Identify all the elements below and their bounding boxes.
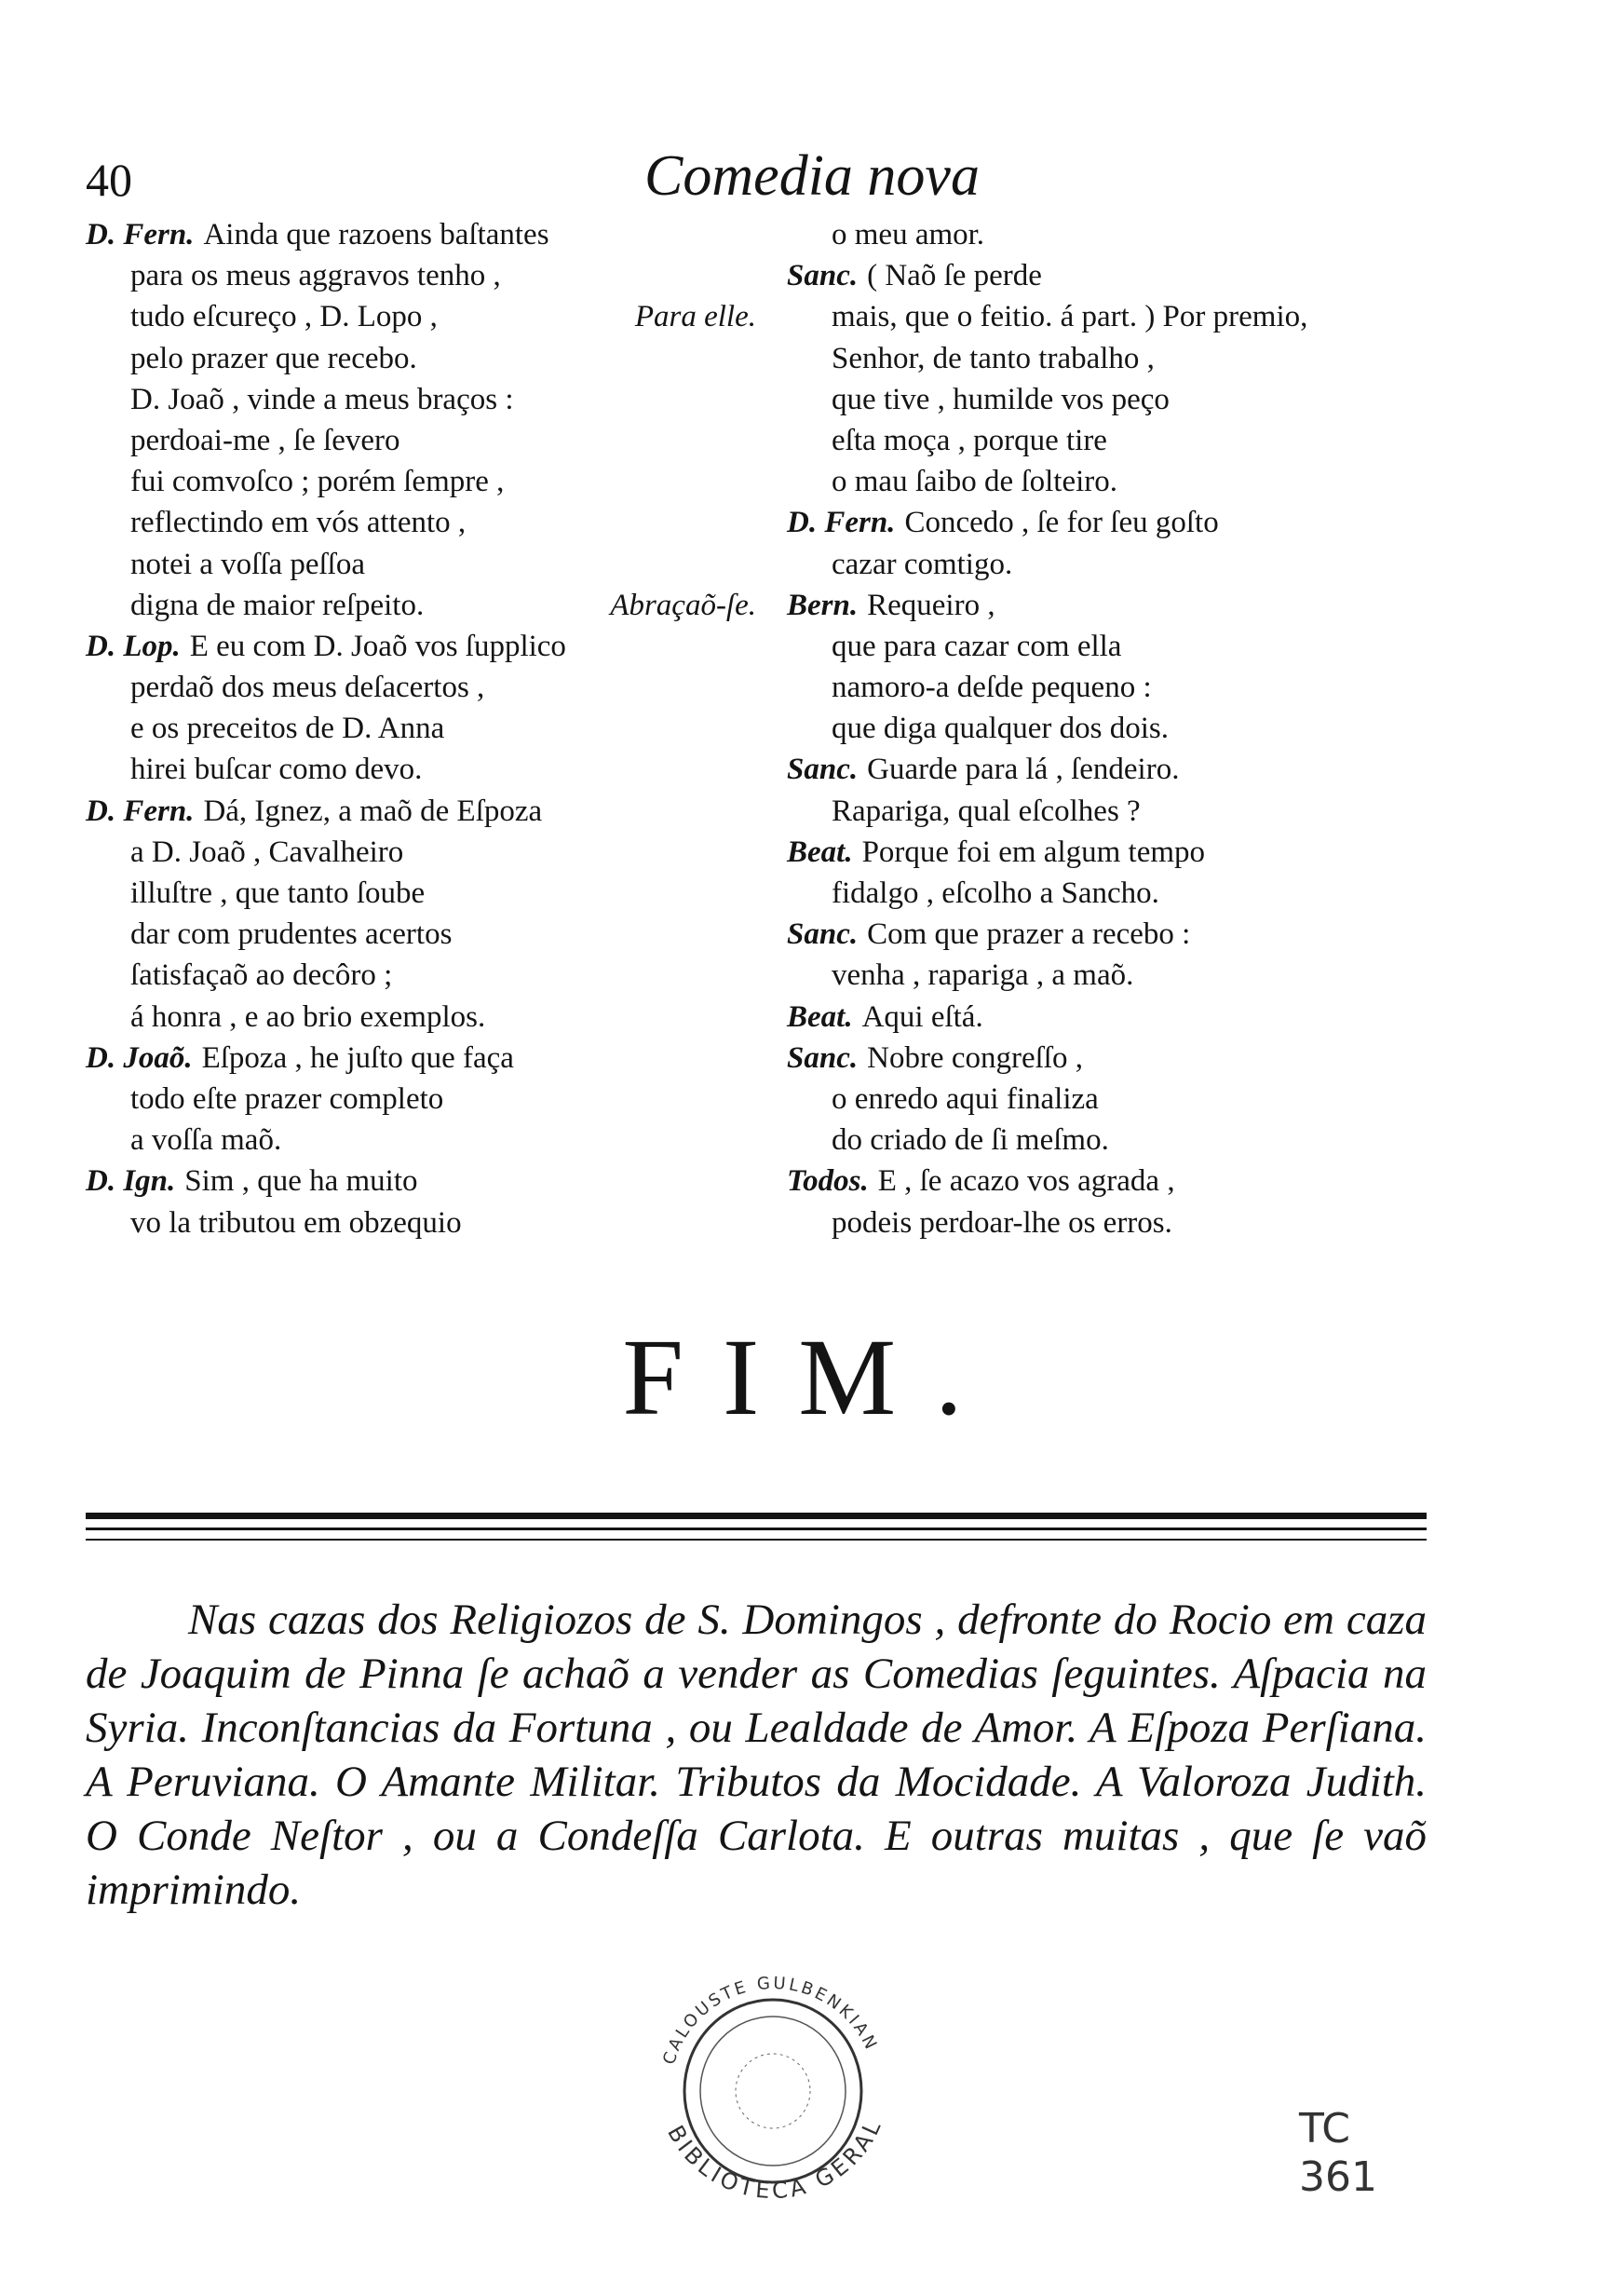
shelfmark-line: TC bbox=[1299, 2105, 1351, 2152]
speaker-name: Beat. bbox=[787, 835, 853, 869]
verse-text: Rapariga, qual eſcolhes ? bbox=[832, 794, 1141, 828]
library-stamp bbox=[633, 1951, 913, 2240]
verse-text: o enredo aqui finaliza bbox=[832, 1081, 1099, 1116]
verse-line bbox=[86, 997, 756, 1038]
verse-text: Porque foi em algum tempo bbox=[861, 835, 1206, 869]
verse-line bbox=[86, 1079, 756, 1120]
left-column bbox=[86, 214, 756, 1243]
verse-text: Ainda que razoens baſtantes bbox=[203, 218, 549, 251]
verse-line bbox=[787, 791, 1448, 832]
verse-line bbox=[787, 296, 1448, 337]
verse-line bbox=[86, 585, 756, 626]
verse-line bbox=[86, 873, 756, 914]
speaker-name: D. Joaõ. bbox=[86, 1040, 193, 1075]
verse-text: venha , rapariga , a maõ. bbox=[832, 958, 1134, 993]
right-column bbox=[787, 214, 1448, 1243]
verse-text: fidalgo , eſcolho a Sancho. bbox=[832, 876, 1159, 910]
verse-text: Com que prazer a recebo : bbox=[867, 917, 1191, 952]
verse-text: E eu com D. Joaõ vos ſupplico bbox=[189, 629, 566, 663]
verse-line bbox=[787, 1038, 1448, 1079]
verse-text: notei a voſſa peſſoa bbox=[130, 547, 365, 581]
verse-line bbox=[86, 1202, 756, 1243]
verse-line bbox=[787, 832, 1448, 873]
verse-line bbox=[787, 255, 1448, 296]
verse-text: eſta moça , porque tire bbox=[832, 423, 1107, 457]
speaker-name: D. Lop. bbox=[86, 629, 181, 663]
verse-line bbox=[86, 502, 756, 543]
verse-text: o mau ſaibo de ſolteiro. bbox=[832, 465, 1118, 499]
stage-direction: Para elle. bbox=[634, 300, 756, 334]
verse-line bbox=[787, 338, 1448, 379]
verse-line bbox=[86, 955, 756, 996]
verse-text: ſatisfaçaõ ao decôro ; bbox=[130, 958, 393, 993]
verse-text: Dá, Ignez, a maõ de Eſpoza bbox=[203, 794, 543, 828]
verse-line bbox=[86, 667, 756, 708]
verse-text: perdoai-me , ſe ſevero bbox=[130, 423, 400, 457]
verse-line bbox=[86, 749, 756, 790]
verse-text: Requeiro , bbox=[867, 588, 995, 622]
verse-line bbox=[787, 749, 1448, 790]
verse-line bbox=[86, 1120, 756, 1161]
ornamental-rule bbox=[86, 1513, 1427, 1519]
verse-line bbox=[787, 420, 1448, 461]
shelfmark-line: 361 bbox=[1299, 2153, 1377, 2201]
stage-direction: Abraçaõ-ſe. bbox=[610, 588, 756, 622]
verse-line bbox=[787, 1120, 1448, 1161]
verse-text: podeis perdoar-lhe os erros. bbox=[832, 1205, 1172, 1240]
speaker-name: D. Fern. bbox=[86, 794, 195, 828]
verse-text: Aqui eſtá. bbox=[861, 999, 983, 1034]
verse-line bbox=[787, 1202, 1448, 1243]
verse-text: á honra , e ao brio exemplos. bbox=[130, 999, 486, 1034]
verse-line bbox=[787, 461, 1448, 502]
verse-line bbox=[787, 544, 1448, 585]
verse-text: reflectindo em vós attento , bbox=[130, 506, 467, 540]
speaker-name: Sanc. bbox=[787, 753, 859, 787]
verse-text: digna de maior reſpeito. bbox=[130, 588, 425, 622]
verse-line bbox=[86, 420, 756, 461]
verse-text: Nobre congreſſo , bbox=[867, 1040, 1083, 1075]
verse-text: a D. Joaõ , Cavalheiro bbox=[130, 835, 404, 869]
verse-text: hirei buſcar como devo. bbox=[130, 753, 423, 787]
speaker-name: Sanc. bbox=[787, 259, 859, 293]
verse-line bbox=[86, 708, 756, 749]
verse-text: cazar comtigo. bbox=[832, 547, 1013, 581]
verse-text: o meu amor. bbox=[832, 218, 985, 251]
verse-text: que tive , humilde vos peço bbox=[832, 382, 1170, 416]
running-title: Comedia nova bbox=[644, 144, 980, 208]
verse-text: Sim , que ha muito bbox=[184, 1164, 418, 1199]
bookseller-notice: Nas cazas dos Religiozos de S. Domingos , defronte do Rocio em caza de Joaquim de Pinna ſe achaõ a vender as Comedias ſeguintes. Aſpacia na Syria. Inconſtancias da Fortuna , ou Lealdade de Amor. A Eſpoza Perſiana. A Peruviana. O Amante Militar. Tributos da Mocidade. A Valoroza Judith. O Conde Neſtor , ou a Condeſſa Carlota. E outras muitas , que ſe vaõ imprimindo. bbox=[86, 1596, 1427, 1914]
verse-line bbox=[787, 214, 1448, 255]
verse-line bbox=[86, 832, 756, 873]
verse-line bbox=[787, 379, 1448, 420]
verse-text: vo la tributou em obzequio bbox=[130, 1205, 462, 1240]
verse-text: mais, que o feitio. á part. ) Por premio, bbox=[832, 300, 1308, 334]
verse-line bbox=[86, 255, 756, 296]
verse-text: Eſpoza , he juſto que faça bbox=[201, 1040, 514, 1075]
verse-line bbox=[86, 214, 756, 255]
verse-text: perdaõ dos meus deſacertos , bbox=[130, 671, 485, 705]
verse-text: illuſtre , que tanto ſoube bbox=[130, 876, 426, 910]
verse-text: Concedo , ſe for ſeu goſto bbox=[904, 506, 1219, 540]
verse-text: que diga qualquer dos dois. bbox=[832, 712, 1170, 746]
verse-line bbox=[787, 502, 1448, 543]
speaker-name: Todos. bbox=[787, 1164, 869, 1199]
verse-text: todo eſte prazer completo bbox=[130, 1081, 444, 1116]
verse-text: tudo eſcureço , D. Lopo , bbox=[130, 300, 438, 334]
verse-text: do criado de ſi meſmo. bbox=[832, 1123, 1109, 1158]
verse-text: Guarde para lá , ſendeiro. bbox=[867, 753, 1180, 787]
verse-line bbox=[787, 1079, 1448, 1120]
shelfmark bbox=[1299, 2105, 1377, 2202]
verse-line bbox=[787, 873, 1448, 914]
speaker-name: Beat. bbox=[787, 999, 853, 1034]
verse-line bbox=[787, 585, 1448, 626]
ornamental-rule bbox=[86, 1528, 1427, 1530]
page-number: 40 bbox=[86, 154, 132, 206]
speaker-name: D. Ign. bbox=[86, 1164, 176, 1199]
verse-text: Senhor, de tanto trabalho , bbox=[832, 341, 1155, 375]
speaker-name: Sanc. bbox=[787, 917, 859, 952]
verse-line bbox=[787, 667, 1448, 708]
verse-line bbox=[86, 338, 756, 379]
verse-line bbox=[86, 544, 756, 585]
verse-text: que para cazar com ella bbox=[832, 629, 1122, 663]
stamp-top-text: CALOUSTE GULBENKIAN bbox=[659, 1973, 882, 2068]
ornamental-rule bbox=[86, 1539, 1427, 1541]
verse-line bbox=[787, 955, 1448, 996]
verse-text: fui comvoſco ; porém ſempre , bbox=[130, 465, 505, 499]
verse-text: ( Naõ ſe perde bbox=[867, 259, 1042, 293]
verse-line bbox=[787, 1161, 1448, 1202]
speaker-name: Sanc. bbox=[787, 1040, 859, 1075]
verse-text: dar com prudentes acertos bbox=[130, 917, 453, 952]
verse-line bbox=[86, 791, 756, 832]
verse-line bbox=[86, 626, 756, 667]
speaker-name: Bern. bbox=[787, 588, 859, 622]
verse-text: a voſſa maõ. bbox=[130, 1123, 282, 1158]
verse-line bbox=[86, 296, 756, 337]
verse-line bbox=[86, 461, 756, 502]
verse-text: E , ſe acazo vos agrada , bbox=[877, 1164, 1175, 1199]
stamp-bottom-text: BIBLIOTECA GERAL bbox=[662, 2113, 887, 2205]
verse-text: pelo prazer que recebo. bbox=[130, 341, 417, 375]
verse-text: D. Joaõ , vinde a meus braços : bbox=[130, 382, 514, 416]
fim-heading: FIM. bbox=[622, 1316, 1002, 1438]
verse-text: namoro-a deſde pequeno : bbox=[832, 671, 1152, 705]
verse-line bbox=[86, 1161, 756, 1202]
verse-text: para os meus aggravos tenho , bbox=[130, 259, 501, 293]
verse-line bbox=[787, 626, 1448, 667]
verse-line bbox=[787, 914, 1448, 955]
verse-line bbox=[787, 708, 1448, 749]
verse-line bbox=[86, 379, 756, 420]
verse-line bbox=[787, 997, 1448, 1038]
verse-line bbox=[86, 1038, 756, 1079]
speaker-name: D. Fern. bbox=[787, 506, 896, 540]
verse-line bbox=[86, 914, 756, 955]
verse-text: e os preceitos de D. Anna bbox=[130, 712, 445, 746]
speaker-name: D. Fern. bbox=[86, 218, 195, 251]
